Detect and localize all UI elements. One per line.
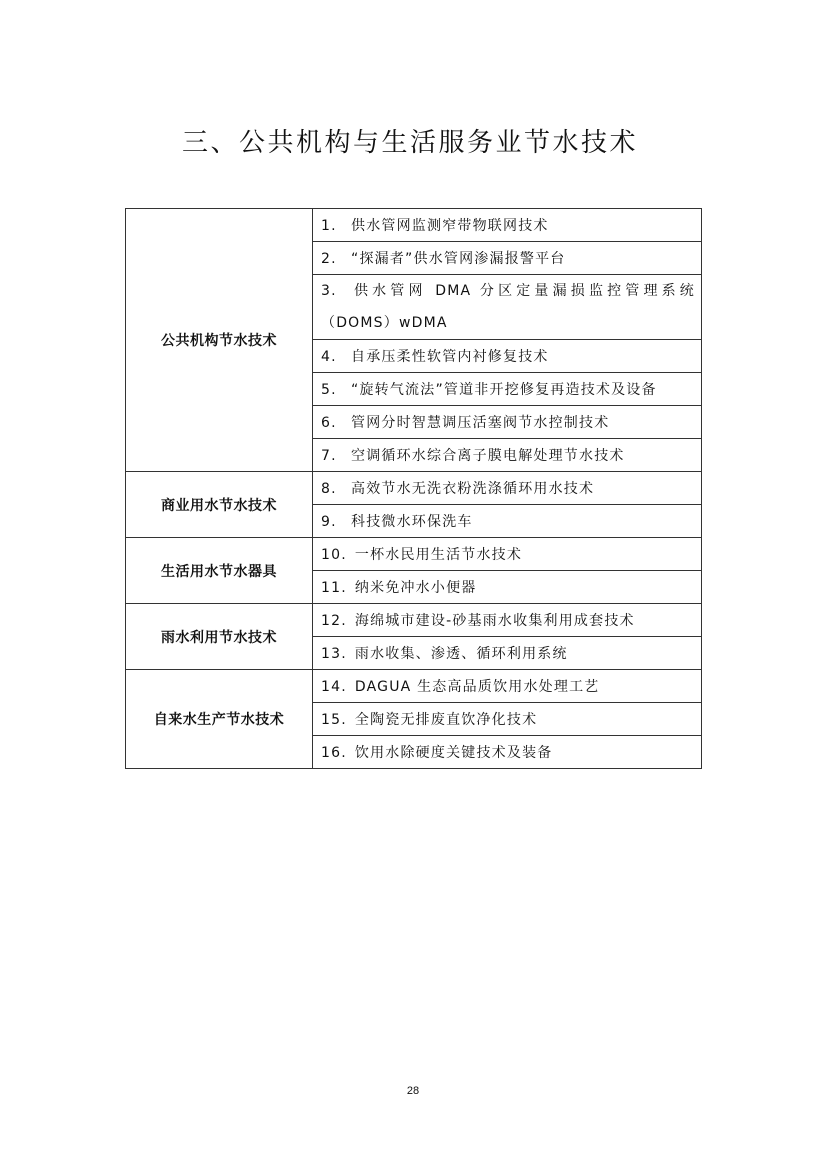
item-number: 8. xyxy=(321,481,337,497)
technology-item xyxy=(313,538,702,571)
technology-item xyxy=(313,505,702,538)
table-row xyxy=(126,604,702,637)
item-number: 3. xyxy=(321,283,337,299)
item-text: 饮用水除硬度关键技术及装备 xyxy=(354,745,553,761)
item-number: 16. xyxy=(321,745,347,761)
technology-item xyxy=(313,242,702,275)
item-text: 供水管网监测窄带物联网技术 xyxy=(351,218,549,234)
section-title: 三、公共机构与生活服务业节水技术 xyxy=(182,128,639,158)
technology-item xyxy=(313,472,702,505)
page-number: 28 xyxy=(406,1085,420,1097)
item-text: 供水管网 DMA 分区定量漏损监控管理系统（DOMS）wDMA xyxy=(321,283,695,331)
table-row xyxy=(126,538,702,571)
technology-item xyxy=(313,703,702,736)
item-number: 14. xyxy=(321,679,347,695)
item-number: 13. xyxy=(321,646,347,662)
item-text: 管网分时智慧调压活塞阀节水控制技术 xyxy=(351,415,610,431)
item-text: 雨水收集、渗透、循环利用系统 xyxy=(354,646,568,662)
technology-table xyxy=(125,208,702,769)
item-text: “旋转气流法”管道非开挖修复再造技术及设备 xyxy=(351,382,657,398)
item-number: 12. xyxy=(321,613,347,629)
item-number: 10. xyxy=(321,547,347,563)
technology-item xyxy=(313,406,702,439)
item-text: 科技微水环保洗车 xyxy=(351,514,473,530)
technology-item xyxy=(313,209,702,242)
category-cell: 生活用水节水器具 xyxy=(126,538,313,604)
technology-item xyxy=(313,571,702,604)
item-number: 6. xyxy=(321,415,337,431)
item-number: 1. xyxy=(321,218,337,234)
technology-item xyxy=(313,736,702,769)
table-row xyxy=(126,670,702,703)
item-text: 纳米免冲水小便器 xyxy=(354,580,477,596)
item-number: 11. xyxy=(321,580,347,596)
technology-item xyxy=(313,275,702,340)
technology-item xyxy=(313,637,702,670)
item-number: 5. xyxy=(321,382,337,398)
item-text: 自承压柔性软管内衬修复技术 xyxy=(351,349,549,365)
item-number: 2. xyxy=(321,251,337,267)
item-text: 海绵城市建设-砂基雨水收集利用成套技术 xyxy=(354,613,635,629)
item-text: 全陶瓷无排废直饮净化技术 xyxy=(354,712,538,728)
item-text: 高效节水无洗衣粉洗涤循环用水技术 xyxy=(351,481,595,497)
item-text: “探漏者”供水管网渗漏报警平台 xyxy=(351,251,566,267)
item-number: 15. xyxy=(321,712,347,728)
category-cell: 公共机构节水技术 xyxy=(126,209,313,472)
item-number: 7. xyxy=(321,448,337,464)
technology-item xyxy=(313,373,702,406)
item-number: 4. xyxy=(321,349,337,365)
category-cell: 雨水利用节水技术 xyxy=(126,604,313,670)
technology-item xyxy=(313,340,702,373)
item-text: DAGUA 生态高品质饮用水处理工艺 xyxy=(354,679,600,695)
technology-item xyxy=(313,670,702,703)
category-cell: 商业用水节水技术 xyxy=(126,472,313,538)
table-row xyxy=(126,209,702,242)
item-number: 9. xyxy=(321,514,337,530)
table-row xyxy=(126,472,702,505)
category-cell: 自来水生产节水技术 xyxy=(126,670,313,769)
technology-item xyxy=(313,604,702,637)
item-text: 一杯水民用生活节水技术 xyxy=(354,547,523,563)
technology-item xyxy=(313,439,702,472)
item-text: 空调循环水综合离子膜电解处理节水技术 xyxy=(351,448,625,464)
